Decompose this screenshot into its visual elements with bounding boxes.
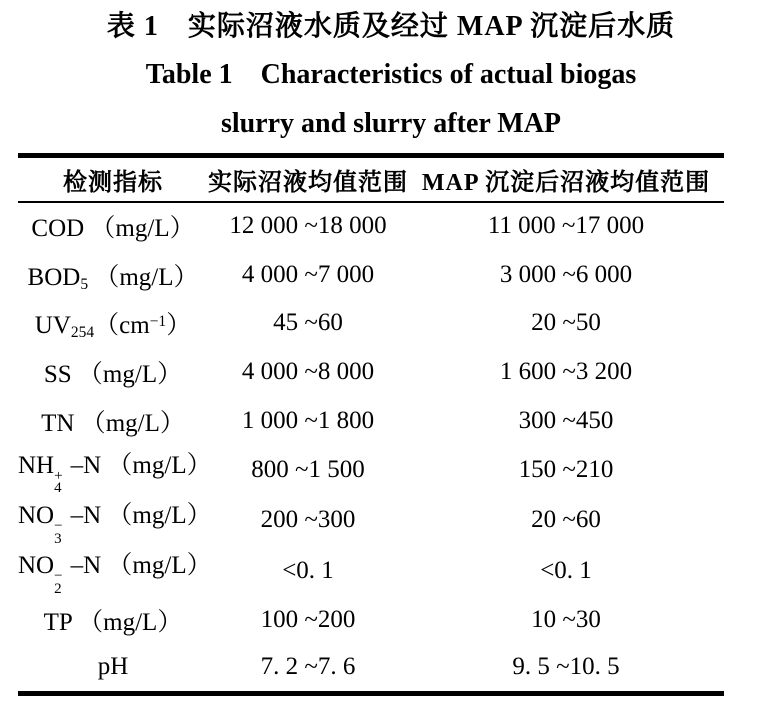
- table-caption-zh: 表 1 实际沼液水质及经过 MAP 沉淀后水质: [106, 11, 676, 42]
- table-body: [18, 202, 724, 694]
- actual-slurry-value-cell: 45 ~60: [273, 309, 343, 337]
- table-header: [18, 156, 724, 202]
- table-row: [18, 348, 724, 397]
- table-row: [18, 202, 724, 251]
- table-row: [18, 396, 724, 445]
- actual-slurry-value-cell: 1 000 ~1 800: [241, 406, 375, 434]
- table-row: [18, 495, 724, 545]
- after-map-value-cell: 11 000 ~17 000: [487, 212, 645, 240]
- indicator-cell: NO − 3 –N （mg/L）: [18, 502, 212, 547]
- actual-slurry-value-cell: 100 ~200: [260, 606, 356, 634]
- table-caption-en-line1: Table 1 Characteristics of actual biogas: [145, 58, 637, 90]
- actual-slurry-value-cell: 4 000 ~8 000: [241, 357, 375, 385]
- table-caption-en-line2: slurry and slurry after MAP: [220, 107, 562, 139]
- table-row: [18, 644, 724, 693]
- after-map-value-cell: 300 ~450: [518, 406, 614, 434]
- after-map-value-cell: 150 ~210: [518, 456, 614, 484]
- table-container: [18, 153, 724, 696]
- indicator-cell: TP （mg/L）: [43, 609, 183, 637]
- actual-slurry-value-cell: 4 000 ~7 000: [241, 260, 375, 288]
- indicator-cell: TN （mg/L）: [41, 409, 185, 437]
- after-map-value-cell: <0. 1: [540, 556, 592, 584]
- table-row: [18, 596, 724, 645]
- header-indicator: 检测指标: [63, 169, 163, 196]
- actual-slurry-value-cell: <0. 1: [282, 556, 334, 584]
- after-map-value-cell: 9. 5 ~10. 5: [512, 653, 620, 681]
- table-row: [18, 299, 724, 348]
- water-quality-table: [18, 153, 724, 696]
- indicator-cell: $UV_{254}(cm^{-1})$: [34, 312, 192, 342]
- indicator-cell: $BOD_5$ （mg/L）: [27, 263, 199, 293]
- actual-slurry-value-cell: 7. 2 ~7. 6: [260, 653, 356, 681]
- header-row: [18, 156, 724, 202]
- header-actual-slurry-range: 实际沼液均值范围: [208, 169, 408, 196]
- actual-slurry-value-cell: 200 ~300: [260, 506, 356, 534]
- indicator-cell: pH: [97, 653, 129, 681]
- after-map-value-cell: 3 000 ~6 000: [499, 260, 633, 288]
- actual-slurry-value-cell: 800 ~1 500: [251, 456, 365, 484]
- after-map-value-cell: 10 ~30: [531, 606, 601, 634]
- after-map-value-cell: 1 600 ~3 200: [499, 357, 633, 385]
- indicator-cell: COD （mg/L）: [31, 215, 195, 243]
- table-row: [18, 545, 724, 595]
- header-after-map-range: MAP 沉淀后沼液均值范围: [421, 169, 711, 196]
- indicator-cell: NO − 2 –N （mg/L）: [18, 552, 212, 597]
- after-map-value-cell: 20 ~50: [531, 309, 601, 337]
- actual-slurry-value-cell: 12 000 ~18 000: [229, 212, 387, 240]
- after-map-value-cell: 20 ~60: [531, 506, 601, 534]
- indicator-cell: SS （mg/L）: [43, 360, 183, 388]
- table-row: [18, 250, 724, 299]
- table-row: [18, 445, 724, 495]
- indicator-cell: NH + 4 –N （mg/L）: [18, 451, 212, 497]
